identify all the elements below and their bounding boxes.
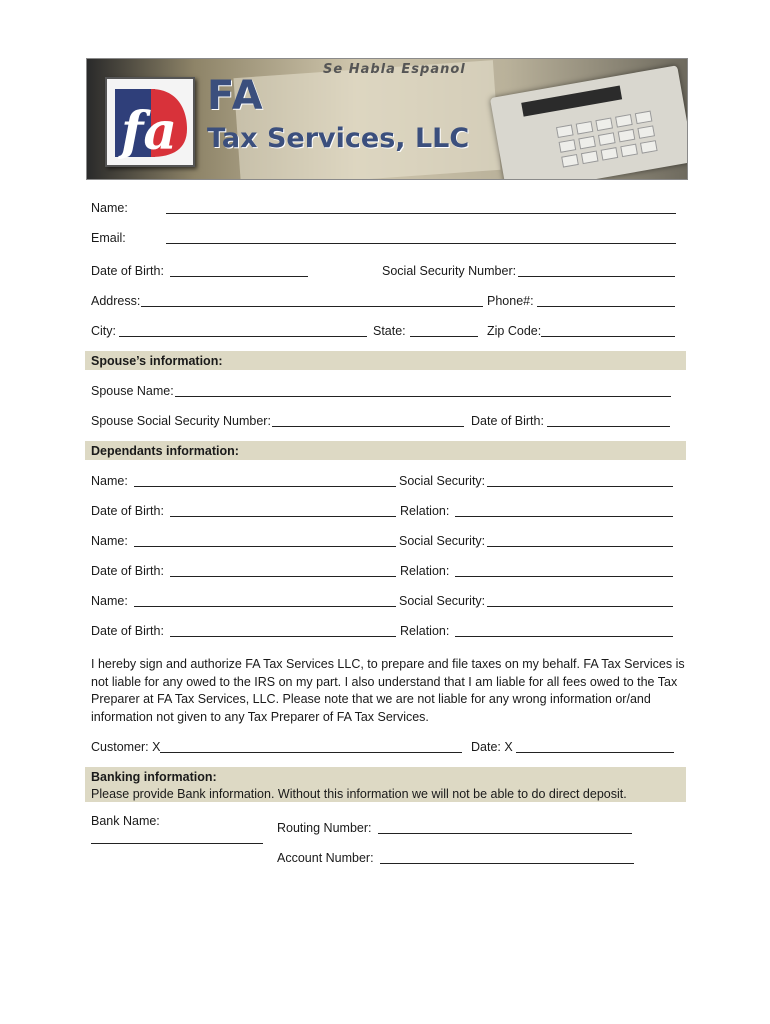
bank-name-field[interactable]: [91, 843, 263, 844]
brand-short-name: FA: [207, 73, 265, 119]
account-number-field[interactable]: [380, 863, 634, 864]
dob-label: Date of Birth:: [91, 264, 164, 278]
routing-number-field[interactable]: [378, 833, 632, 834]
dependant-relation-field[interactable]: [455, 636, 673, 637]
dependant-dob-label: Date of Birth:: [91, 624, 164, 638]
customer-signature-field[interactable]: [160, 752, 462, 753]
email-label: Email:: [91, 231, 126, 245]
dependant-dob-field[interactable]: [170, 516, 396, 517]
spouse-ssn-field[interactable]: [272, 426, 464, 427]
header-banner: [86, 58, 688, 180]
city-label: City:: [91, 324, 116, 338]
account-number-label: Account Number:: [277, 851, 374, 865]
ssn-field[interactable]: [518, 276, 675, 277]
dependant-name-field[interactable]: [134, 486, 396, 487]
name-field[interactable]: [166, 213, 676, 214]
banking-section-title: Banking information:: [91, 770, 217, 784]
calculator-key: [578, 136, 596, 150]
city-field[interactable]: [119, 336, 367, 337]
logo-text: fa: [121, 101, 178, 162]
banner-paper-graphic: [233, 60, 500, 180]
calculator-key: [598, 132, 616, 146]
dependant-relation-label: Relation:: [400, 564, 450, 578]
dependant-dob-field[interactable]: [170, 636, 396, 637]
signature-date-field[interactable]: [516, 752, 674, 753]
dependant-ss-label: Social Security:: [399, 594, 486, 608]
dependant-name-label: Name:: [91, 474, 128, 488]
dependant-relation-label: Relation:: [400, 504, 450, 518]
spouse-name-field[interactable]: [175, 396, 671, 397]
calculator-key: [635, 111, 653, 125]
ssn-label: Social Security Number:: [382, 264, 517, 278]
calculator-key: [615, 114, 633, 128]
address-field[interactable]: [141, 306, 483, 307]
spouse-section-header: [85, 351, 686, 370]
spouse-dob-field[interactable]: [547, 426, 670, 427]
dependant-ss-field[interactable]: [487, 606, 673, 607]
zip-label: Zip Code:: [487, 324, 542, 338]
company-logo: [105, 77, 195, 167]
dependant-ss-field[interactable]: [487, 486, 673, 487]
dependant-relation-label: Relation:: [400, 624, 450, 638]
spouse-section-title: Spouse’s information:: [91, 354, 223, 368]
calculator-key: [559, 139, 577, 153]
dependant-name-label: Name:: [91, 534, 128, 548]
dependant-relation-field[interactable]: [455, 576, 673, 577]
calculator-graphic: [490, 65, 688, 180]
state-field[interactable]: [410, 336, 478, 337]
calculator-key: [640, 140, 658, 154]
banking-note: Please provide Bank information. Without this information we will not be able to do direct deposit.: [91, 787, 627, 801]
logo-icon: [107, 79, 193, 165]
zip-field[interactable]: [541, 336, 675, 337]
calculator-key: [620, 144, 638, 158]
spouse-ssn-label: Spouse Social Security Number:: [91, 414, 271, 428]
phone-label: Phone#:: [487, 294, 534, 308]
banking-section-header: [85, 767, 686, 802]
dependant-dob-label: Date of Birth:: [91, 564, 164, 578]
dependant-dob-label: Date of Birth:: [91, 504, 164, 518]
spouse-name-label: Spouse Name:: [91, 384, 174, 398]
calculator-key: [576, 121, 594, 135]
dob-field[interactable]: [170, 276, 308, 277]
dependant-name-field[interactable]: [134, 546, 396, 547]
dependant-ss-field[interactable]: [487, 546, 673, 547]
calculator-display: [521, 86, 622, 117]
dependant-name-field[interactable]: [134, 606, 396, 607]
state-label: State:: [373, 324, 406, 338]
brand-full-name: Tax Services, LLC: [207, 123, 470, 154]
name-label: Name:: [91, 201, 128, 215]
calculator-key: [561, 154, 579, 168]
email-field[interactable]: [166, 243, 676, 244]
calculator-key: [595, 117, 613, 131]
dependant-dob-field[interactable]: [170, 576, 396, 577]
phone-field[interactable]: [537, 306, 675, 307]
signature-date-label: Date: X: [471, 740, 513, 754]
calculator-key: [581, 151, 599, 165]
routing-number-label: Routing Number:: [277, 821, 372, 835]
calculator-key: [556, 124, 574, 138]
banner-tagline: Se Habla Espanol: [323, 62, 466, 77]
calculator-key: [618, 129, 636, 143]
dependants-section-title: Dependants information:: [91, 444, 239, 458]
calculator-key: [601, 147, 619, 161]
dependant-ss-label: Social Security:: [399, 474, 486, 488]
customer-signature-label: Customer: X: [91, 740, 161, 754]
address-label: Address:: [91, 294, 141, 308]
calculator-key: [637, 125, 655, 139]
dependant-relation-field[interactable]: [455, 516, 673, 517]
dependants-section-header: [85, 441, 686, 460]
dependant-ss-label: Social Security:: [399, 534, 486, 548]
spouse-dob-label: Date of Birth:: [471, 414, 544, 428]
bank-name-label: Bank Name:: [91, 814, 160, 828]
authorization-text: I hereby sign and authorize FA Tax Services LLC, to prepare and file taxes on my behalf. FA Tax Services is not liable for any owed to the IRS on my part. I also understand that I am liable for all fees owed to the Tax Preparer at FA Tax Services, LLC. Please note that we are not liable for any wrong information or/and information not given to any Tax Preparer of FA Tax Services.: [91, 657, 685, 724]
dependant-name-label: Name:: [91, 594, 128, 608]
